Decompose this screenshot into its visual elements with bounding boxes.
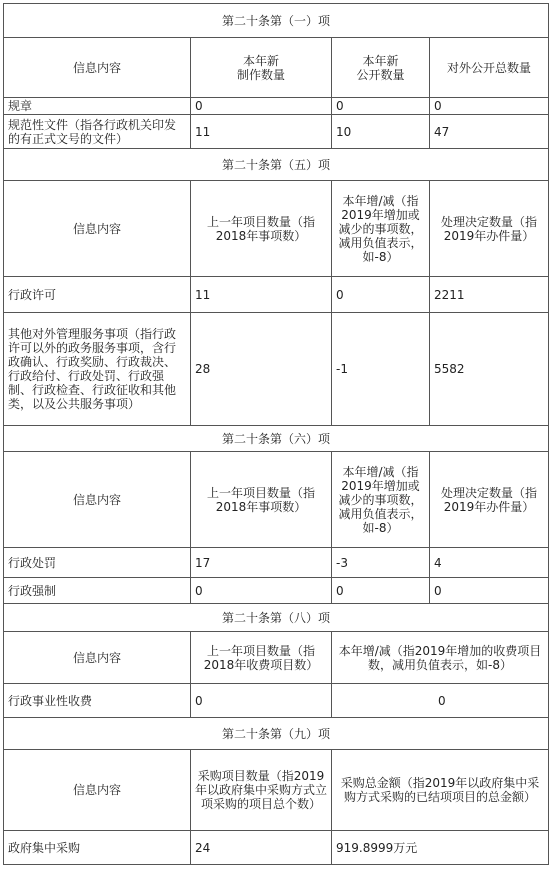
cell-value: 11	[191, 277, 332, 313]
table-row	[4, 98, 549, 115]
row-label: 规范性文件（指各行政机关印发的有正式文号的文件）	[4, 115, 191, 149]
section-title-1: 第二十条第（一）项	[4, 4, 549, 38]
cell-value: 4	[430, 548, 549, 578]
header-decision-count: 处理决定数量（指2019年办件量）	[430, 181, 549, 277]
table-row	[4, 831, 549, 865]
cell-value: 28	[191, 313, 332, 426]
section-title-5: 第二十条第（九）项	[4, 718, 549, 750]
cell-value: 0	[332, 684, 549, 718]
cell-value: 0	[332, 578, 430, 604]
table-row	[4, 115, 549, 149]
cell-value: 24	[191, 831, 332, 865]
header-new-made-count: 本年新 制作数量	[191, 38, 332, 98]
gov-info-disclosure-table	[3, 3, 549, 865]
table-row	[4, 578, 549, 604]
table-row	[4, 684, 549, 718]
header-info-content: 信息内容	[4, 750, 191, 831]
header-info-content: 信息内容	[4, 38, 191, 98]
cell-value: 0	[332, 98, 430, 115]
row-label: 行政处罚	[4, 548, 191, 578]
row-label: 规章	[4, 98, 191, 115]
cell-value: 0	[332, 277, 430, 313]
header-prev-year-count: 上一年项目数量（指2018年事项数）	[191, 181, 332, 277]
header-new-published-count: 本年新 公开数量	[332, 38, 430, 98]
header-prev-year-count: 上一年项目数量（指2018年事项数）	[191, 452, 332, 548]
cell-value: 0	[191, 684, 332, 718]
row-label: 行政许可	[4, 277, 191, 313]
cell-value: 5582	[430, 313, 549, 426]
header-year-fee-change: 本年增/减（指2019年增加的收费项目数，减用负值表示，如-8）	[332, 632, 549, 684]
cell-value: 47	[430, 115, 549, 149]
header-decision-count: 处理决定数量（指2019年办件量）	[430, 452, 549, 548]
cell-value: 2211	[430, 277, 549, 313]
cell-value: 0	[430, 578, 549, 604]
cell-value: 0	[191, 98, 332, 115]
cell-value: -1	[332, 313, 430, 426]
section-title-4: 第二十条第（八）项	[4, 604, 549, 632]
cell-value: 10	[332, 115, 430, 149]
table-row	[4, 548, 549, 578]
cell-value: 17	[191, 548, 332, 578]
table-row	[4, 277, 549, 313]
row-label: 行政强制	[4, 578, 191, 604]
table-row	[4, 313, 549, 426]
cell-value: -3	[332, 548, 430, 578]
header-info-content: 信息内容	[4, 181, 191, 277]
header-year-change: 本年增/减（指2019年增加或减少的事项数，减用负值表示，如-8）	[332, 452, 430, 548]
header-year-change: 本年增/减（指2019年增加或减少的事项数，减用负值表示，如-8）	[332, 181, 430, 277]
row-label: 政府集中采购	[4, 831, 191, 865]
section-title-3: 第二十条第（六）项	[4, 426, 549, 452]
header-procurement-amount: 采购总金额（指2019年以政府集中采购方式采购的已结项项目的总金额）	[332, 750, 549, 831]
section-title-2: 第二十条第（五）项	[4, 149, 549, 181]
header-info-content: 信息内容	[4, 632, 191, 684]
header-info-content: 信息内容	[4, 452, 191, 548]
header-procurement-count: 采购项目数量（指2019年以政府集中采购方式立项采购的项目总个数）	[191, 750, 332, 831]
cell-value: 919.8999万元	[332, 831, 549, 865]
header-prev-year-fee-count: 上一年项目数量（指2018年收费项目数）	[191, 632, 332, 684]
row-label: 行政事业性收费	[4, 684, 191, 718]
header-total-published-count: 对外公开总数量	[430, 38, 549, 98]
cell-value: 11	[191, 115, 332, 149]
cell-value: 0	[430, 98, 549, 115]
cell-value: 0	[191, 578, 332, 604]
row-label: 其他对外管理服务事项（指行政许可以外的政务服务事项，含行政确认、行政奖励、行政裁决、行政给付、行政处罚、行政强制、行政检查、行政征收和其他类，以及公共服务事项）	[4, 313, 191, 426]
